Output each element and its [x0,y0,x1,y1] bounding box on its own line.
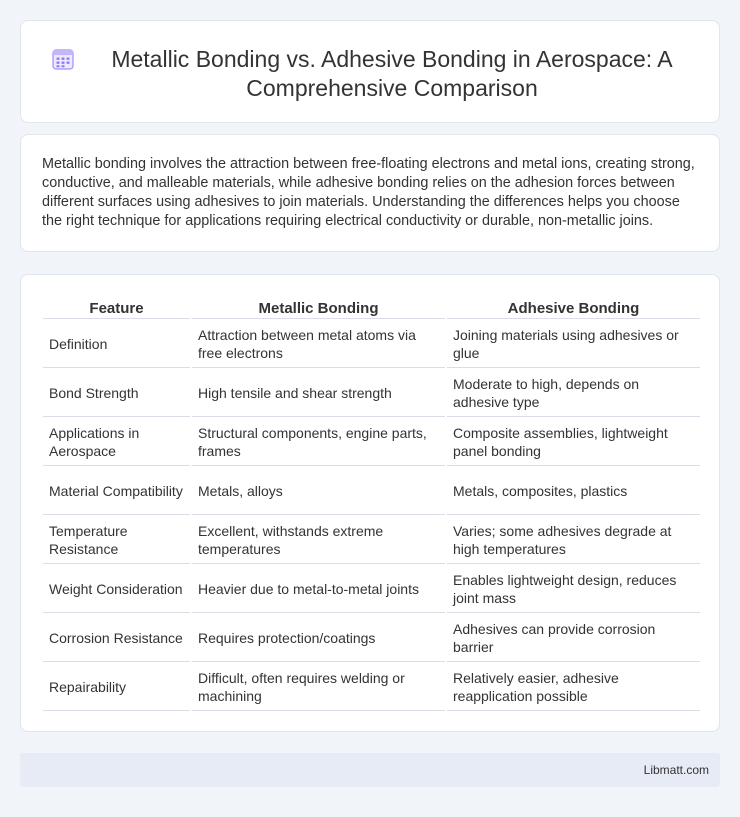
metallic-cell: Excellent, withstands extreme temperatures [192,517,445,564]
table-row [43,370,700,417]
metallic-cell: Requires protection/coatings [192,615,445,662]
adhesive-cell: Relatively easier, adhesive reapplication possible [447,664,700,711]
metallic-cell: Attraction between metal atoms via free electrons [192,321,445,368]
feature-cell: Repairability [43,664,190,711]
table-row [43,615,700,662]
feature-cell: Bond Strength [43,370,190,417]
table-row [43,517,700,564]
feature-cell: Weight Consideration [43,566,190,613]
feature-cell: Temperature Resistance [43,517,190,564]
metallic-cell: Difficult, often requires welding or machining [192,664,445,711]
feature-cell: Applications in Aerospace [43,419,190,466]
column-header-feature: Feature [43,299,190,319]
column-header-metallic: Metallic Bonding [192,299,445,319]
table-row [43,664,700,711]
adhesive-cell: Adhesives can provide corrosion barrier [447,615,700,662]
table-header-row [43,299,700,319]
metallic-cell: Structural components, engine parts, frames [192,419,445,466]
adhesive-cell: Varies; some adhesives degrade at high temperatures [447,517,700,564]
title-wrap [21,21,719,103]
adhesive-cell: Moderate to high, depends on adhesive type [447,370,700,417]
adhesive-cell: Composite assemblies, lightweight panel bonding [447,419,700,466]
comparison-table [41,297,702,713]
column-header-adhesive: Adhesive Bonding [447,299,700,319]
feature-cell: Material Compatibility [43,468,190,515]
comparison-table-card [20,274,720,732]
metallic-cell: Heavier due to metal-to-metal joints [192,566,445,613]
table-row [43,321,700,368]
intro-card [20,134,720,252]
metallic-cell: Metals, alloys [192,468,445,515]
table-row [43,468,700,515]
adhesive-cell: Enables lightweight design, reduces joint mass [447,566,700,613]
metallic-cell: High tensile and shear strength [192,370,445,417]
footer-site-link[interactable]: Libmatt.com [643,763,709,777]
intro-text: Metallic bonding involves the attraction between free-floating electrons and metal ions, creating strong, conductive, and malleable materials, while adhesive bonding relies on the adhesion forces between different surfaces using adhesives to join materials. Understanding the differences helps you choose the right technique for applications requiring electrical conductivity or durable, non-metallic joins. [42,156,695,229]
feature-cell: Definition [43,321,190,368]
table-row [43,419,700,466]
table-row [43,566,700,613]
feature-cell: Corrosion Resistance [43,615,190,662]
adhesive-cell: Joining materials using adhesives or glue [447,321,700,368]
footer [20,753,720,787]
page-title: Metallic Bonding vs. Adhesive Bonding in Aerospace: A Comprehensive Comparison [111,46,673,101]
calendar-icon [51,47,75,71]
adhesive-cell: Metals, composites, plastics [447,468,700,515]
header-card [20,20,720,123]
